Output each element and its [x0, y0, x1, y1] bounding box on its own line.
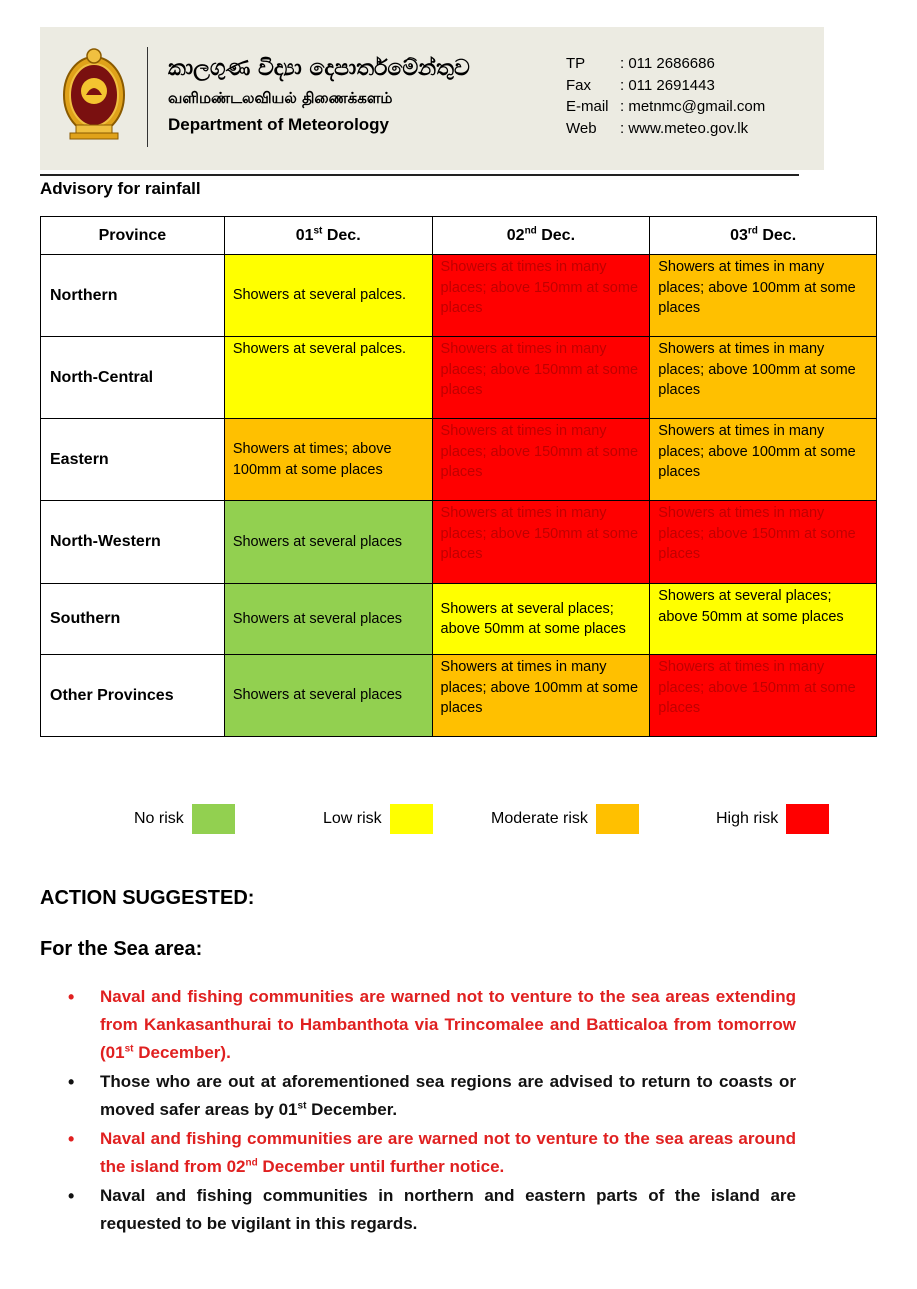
table-row — [41, 501, 877, 584]
legend-high-risk — [716, 804, 829, 834]
list-item — [68, 983, 796, 1067]
forecast-cell: Showers at times in many places; above 100mm at some places — [650, 419, 877, 501]
bullet-text: Naval and fishing communities are warned not to venture to the sea areas extending from Kankasanthurai to Hambanthota via Trincomalee and Batticaloa from tomorrow (01 — [100, 987, 796, 1062]
contact-row-web — [566, 118, 765, 140]
forecast-cell: Showers at times in many places; above 150mm at some places — [650, 501, 877, 584]
contact-row-email — [566, 96, 765, 118]
bullet-sup: st — [297, 1100, 307, 1112]
day-suffix: Dec. — [322, 226, 361, 244]
day-num: 03 — [730, 226, 748, 244]
province-cell: Southern — [41, 584, 225, 655]
org-name-english: Department of Meteorology — [168, 115, 390, 134]
forecast-cell: Showers at times in many places; above 100mm at some places — [650, 255, 877, 337]
day-suffix: Dec. — [536, 226, 576, 244]
legend-swatch — [596, 804, 639, 834]
advisory-title: Advisory for rainfall — [40, 179, 201, 198]
table-row — [41, 584, 877, 655]
sea-advisory-list — [68, 983, 796, 1239]
day-num: 01 — [295, 226, 314, 244]
forecast-cell: Showers at times in many places; above 150mm at some places — [432, 419, 650, 501]
day-suffix: Dec. — [757, 226, 797, 244]
forecast-cell: Showers at several places — [224, 655, 432, 737]
province-cell: North-Central — [41, 337, 225, 419]
contact-key: TP — [566, 55, 586, 72]
contact-key: Fax — [566, 76, 592, 94]
province-cell: Northern — [41, 255, 225, 337]
table-row — [41, 655, 877, 737]
bullet-text: Naval and fishing communities in northern and eastern parts of the island are requested to be vigilant in this regards. — [100, 1186, 796, 1233]
day-num: 02 — [506, 226, 525, 244]
forecast-cell: Showers at times in many places; above 150mm at some places — [432, 337, 650, 419]
contact-value: : 011 2691443 — [620, 76, 715, 94]
contact-row-fax — [566, 75, 765, 97]
day-sup: nd — [524, 225, 537, 237]
forecast-cell: Showers at times in many places; above 100mm at some places — [432, 655, 650, 737]
col-header-day-3 — [650, 217, 877, 255]
forecast-cell: Showers at several places — [224, 584, 432, 655]
contact-value: : www.meteo.gov.lk — [620, 119, 749, 137]
province-cell: Other Provinces — [41, 655, 225, 737]
legend-label: No risk — [134, 810, 184, 827]
forecast-cell: Showers at several palces. — [224, 337, 432, 419]
letterhead — [40, 27, 824, 170]
header-divider — [147, 47, 148, 147]
legend-swatch — [192, 804, 235, 834]
legend-swatch — [390, 804, 433, 834]
bullet-sup: nd — [245, 1157, 258, 1169]
org-name-block — [168, 53, 470, 137]
contact-key: E-mail — [566, 98, 609, 115]
contact-key: Web — [566, 119, 597, 137]
legend-no-risk — [134, 804, 235, 834]
list-item — [68, 1125, 796, 1181]
legend-label: High risk — [716, 810, 779, 827]
sea-area-heading: For the Sea area: — [40, 938, 203, 960]
contact-block — [566, 53, 765, 139]
contact-value: : metnmc@gmail.com — [620, 98, 766, 115]
legend-label: Low risk — [323, 810, 382, 827]
col-header-day-2 — [432, 217, 650, 255]
forecast-cell: Showers at times in many places; above 150mm at some places — [432, 501, 650, 584]
org-name-sinhala: කාලගුණ විද්‍යා දෙපාර්තමේන්තුව — [168, 55, 470, 81]
legend-label: Moderate risk — [491, 810, 588, 827]
forecast-cell: Showers at several palces. — [224, 255, 432, 337]
bullet-text: December. — [306, 1100, 398, 1119]
org-name-tamil: வளிமண்டலவியல் திணைக்களம் — [168, 89, 393, 107]
forecast-cell: Showers at times in many places; above 150mm at some places — [650, 655, 877, 737]
col-header-day-1 — [224, 217, 432, 255]
legend-moderate-risk — [491, 804, 639, 834]
list-item — [68, 1182, 796, 1238]
table-header-row — [41, 217, 877, 255]
province-cell: Eastern — [41, 419, 225, 501]
action-heading: ACTION SUGGESTED: — [40, 887, 255, 909]
table-row — [41, 255, 877, 337]
forecast-cell: Showers at times in many places; above 150mm at some places — [432, 255, 650, 337]
bullet-text: Those who are out at aforementioned sea regions are advised to return to coasts or moved safer areas by 01 — [100, 1072, 796, 1119]
day-sup: st — [313, 225, 323, 237]
list-item — [68, 1068, 796, 1124]
province-cell: North-Western — [41, 501, 225, 584]
sri-lanka-emblem-icon — [60, 45, 128, 145]
forecast-cell: Showers at several places; above 50mm at some places — [650, 584, 877, 655]
day-sup: rd — [747, 225, 758, 237]
forecast-cell: Showers at times; above 100mm at some places — [224, 419, 432, 501]
contact-value: : 011 2686686 — [620, 55, 715, 72]
bullet-text: Naval and fishing communities are are warned not to venture to the sea areas around the island from 02 — [100, 1129, 796, 1176]
forecast-cell: Showers at several places; above 50mm at some places — [432, 584, 650, 655]
bullet-text: December until further notice. — [257, 1157, 505, 1176]
bullet-sup: st — [124, 1043, 134, 1055]
table-row — [41, 419, 877, 501]
contact-row-tp — [566, 53, 765, 75]
forecast-cell: Showers at times in many places; above 100mm at some places — [650, 337, 877, 419]
header-rule — [40, 174, 799, 176]
rainfall-advisory-table — [40, 216, 877, 737]
forecast-cell: Showers at several places — [224, 501, 432, 584]
legend-swatch — [786, 804, 829, 834]
col-header-province: Province — [41, 217, 225, 255]
table-row — [41, 337, 877, 419]
bullet-text: December). — [133, 1043, 231, 1062]
legend-low-risk — [323, 804, 433, 834]
